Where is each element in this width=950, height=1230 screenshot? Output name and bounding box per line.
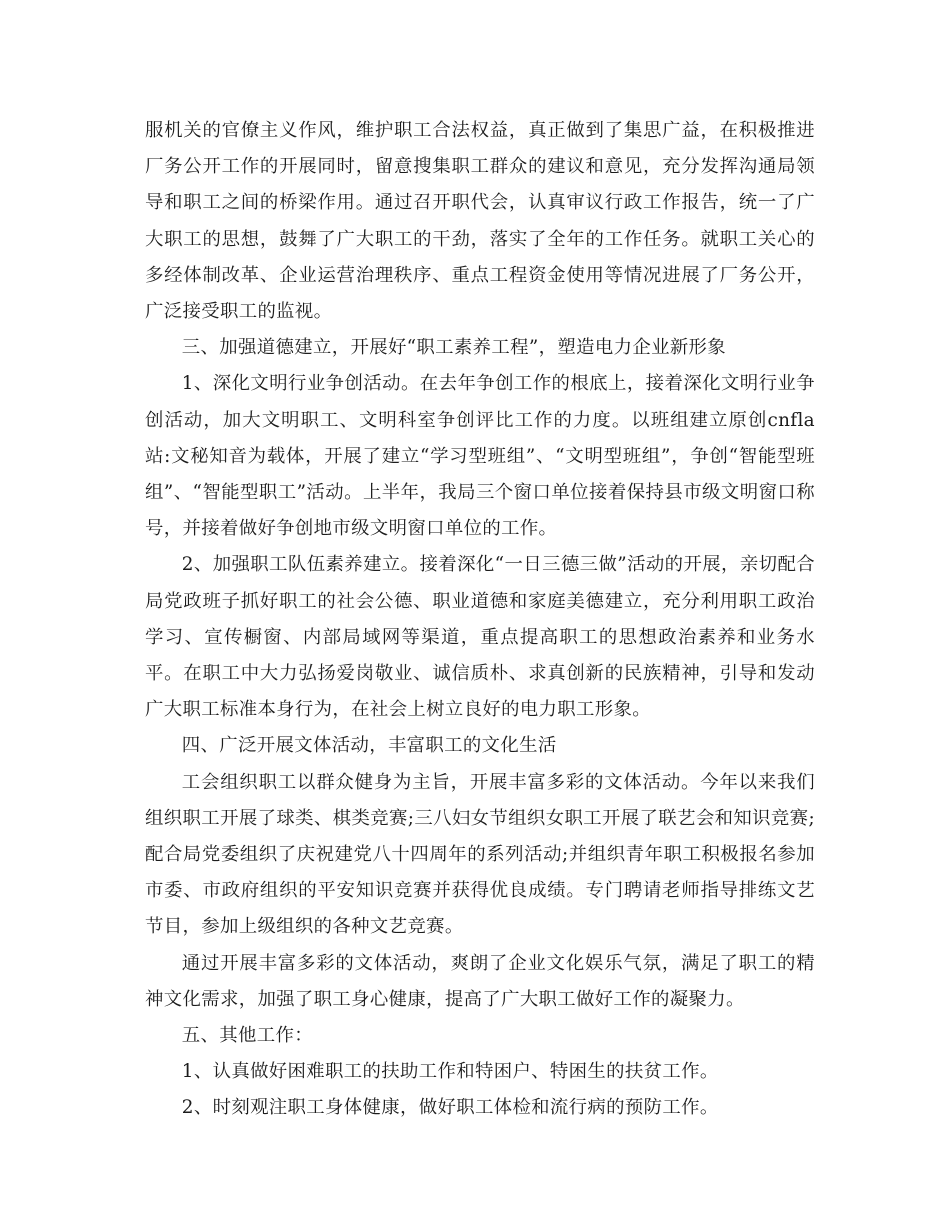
paragraph-sports-activities: 工会组织职工以群众健身为主旨，开展丰富多彩的文体活动。今年以来我们组织职工开展了球类、棋类竞赛;三八妇女节组织女职工开展了联艺会和知识竞赛;配合局党委组织了庆祝建党八十四周年的系列活动;并组织青年职工积极报名参加市委、市政府组织的平安知识竞赛并获得优良成绩。专门聘请老师指导排练文艺节目，参加上级组织的各种文艺竞赛。 xyxy=(145,771,815,938)
section-heading-3-ethics: 三、加强道德建立，开展好“职工素养工程”，塑造电力企业新形象 xyxy=(181,337,727,359)
document-body xyxy=(145,113,815,1127)
paragraph-staff-quality: 2、加强职工队伍素养建立。接着深化“一日三德三做”活动的开展，亲切配合局党政班子抓好职工的社会公德、职业道德和家庭美德建立，充分利用职工政治学习、宣传橱窗、内部局域网等渠道，重点提高职工的思想政治素养和业务水平。在职工中大力弘扬爱岗敬业、诚信质朴、求真创新的民族精神，引导和发动广大职工标准本身行为，在社会上树立良好的电力职工形象。 xyxy=(145,554,815,721)
paragraph-union-openness-continued: 服机关的官僚主义作风，维护职工合法权益，真正做到了集思广益，在积极推进厂务公开工作的开展同时，留意搜集职工群众的建议和意见，充分发挥沟通局领导和职工之间的桥梁作用。通过召开职代会，认真审议行政工作报告，统一了广大职工的思想，鼓舞了广大职工的干劲，落实了全年的工作任务。就职工关心的多经体制改革、企业运营治理秩序、重点工程资金使用等情况进展了厂务公开，广泛接受职工的监视。 xyxy=(145,120,815,323)
section-heading-5-other-work: 五、其他工作： xyxy=(181,1025,313,1047)
paragraph-activities-result: 通过开展丰富多彩的文体活动，爽朗了企业文化娱乐气氛，满足了职工的精神文化需求，加强了职工身心健康，提高了广大职工做好工作的凝聚力。 xyxy=(145,952,815,1010)
section-heading-4-culture-sports: 四、广泛开展文体活动，丰富职工的文化生活 xyxy=(181,735,557,757)
paragraph-civilized-industry: 1、深化文明行业争创活动。在去年争创工作的根底上，接着深化文明行业争创活动，加大文明职工、文明科室争创评比工作的力度。以班组建立原创cnfla站:文秘知音为载体，开展了建立“学习型班组”、“文明型班组”，争创“智能型班组”、“智能型职工”活动。上半年，我局三个窗口单位接着保持县市级文明窗口称号，并接着做好争创地市级文明窗口单位的工作。 xyxy=(145,373,815,540)
list-item-hardship-aid: 1、认真做好困难职工的扶助工作和特困户、特困生的扶贫工作。 xyxy=(181,1061,719,1083)
list-item-health-checkup: 2、时刻观注职工身体健康，做好职工体检和流行病的预防工作。 xyxy=(181,1097,719,1119)
